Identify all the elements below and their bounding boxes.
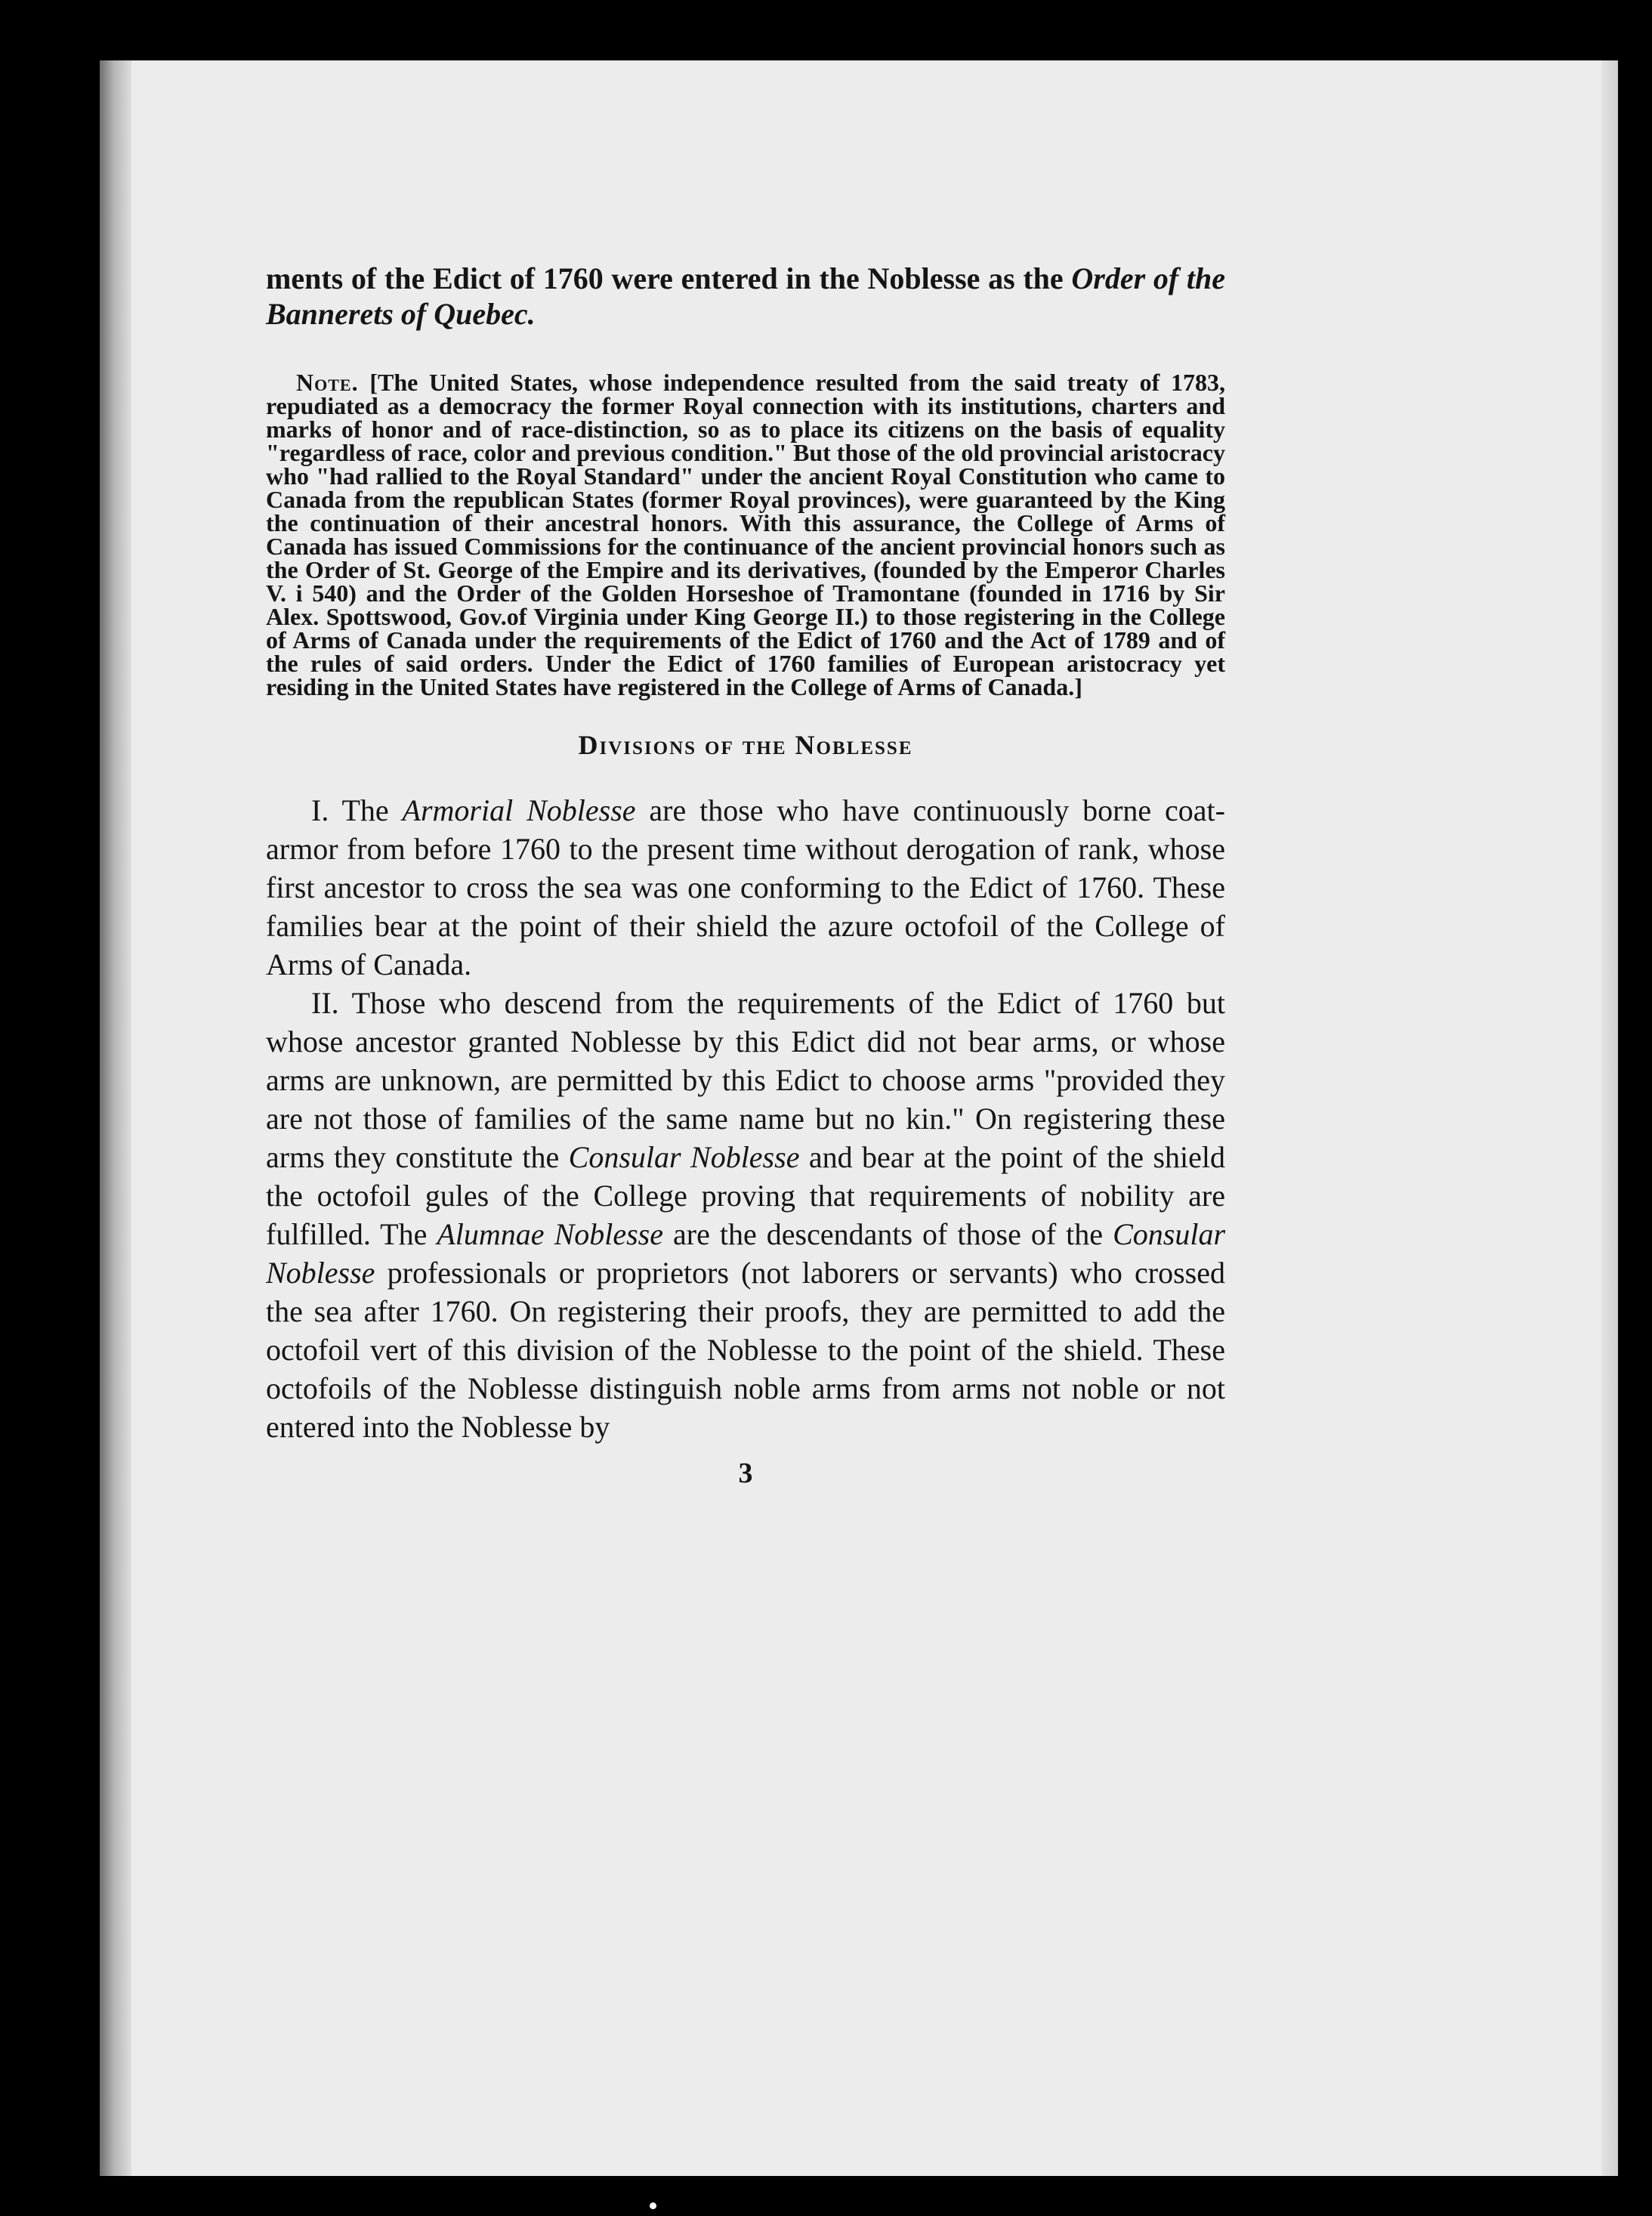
para2-text-1: II. Those who descend from the requirements of the Edict of 1760 but whose ancestor granted Noblesse by this Edict did not bear arms, or whose arms are unknown, are permitted by this Edict to choose arms "provided they are not those of families of the same name but no kin." On registering these arms they constitute the [266, 986, 1225, 1174]
para2-text-4: professionals or proprietors (not laborers or servants) who crossed the sea after 1760. On registering their proofs, they are permitted to add the octofoil vert of this division of the Noblesse to the point of the shield. These octofoils of the Noblesse distinguish noble arms from arms not noble or not entered into the Noblesse by [266, 1256, 1225, 1444]
note-label: Note. [296, 369, 359, 396]
para2-text-3: are the descendants of those of the [663, 1217, 1113, 1251]
para1-text-1: I. The [311, 793, 403, 827]
section-heading: Divisions of the Noblesse [578, 730, 913, 760]
intro-paragraph [266, 261, 1225, 332]
para1-text-2: are those who have continuously borne coat-armor from before 1760 to the present time without derogation of rank, whose first ancestor to cross the sea was one conforming to the Edict of 1760. These families bear at the point of their shield the azure octofoil of the College of Arms of Canada. [266, 793, 1225, 981]
para2-text-2: and bear at the point of the shield the octofoil gules of the College proving that requirements of nobility are fulfilled. The [266, 1140, 1226, 1251]
page-edge-shadow [1601, 60, 1618, 2176]
para1-italic-1: Armorial Noblesse [402, 793, 636, 827]
paragraph-consular-noblesse [266, 984, 1225, 1446]
page-number: 3 [738, 1457, 753, 1489]
intro-italic-text: Order of the Bannerets of Quebec. [266, 261, 1225, 331]
note-text: [The United States, whose independence resulted from the said treaty of 1783, repudiated as a democracy the former Royal connection with its institutions, charters and marks of honor and of race-distinction, so as to place its citizens on the basis of equality "regardless of race, color and previous condition." But those of the old provincial aristocracy who "had rallied to the Royal Standard" under the ancient Royal Constitution who came to Canada from the republican States (former Royal provinces), were guaranteed by the King the continuation of their ancestral honors. With this assurance, the College of Arms of Canada has issued Commissions for the continuance of the ancient provincial honors such as the Order of St. George of the Empire and its derivatives, (founded by the Emperor Charles V. i 540) and the Order of the Golden Horseshoe of Tramontane (founded in 1716 by Sir Alex. Spottswood, Gov.of Virginia under King George II.) to those registering in the College of Arms of Canada under the requirements of the Edict of 1760 and the Act of 1789 and of the rules of said orders. Under the Edict of 1760 families of European aristocracy yet residing in the United States have registered in the College of Arms of Canada.] [266, 369, 1226, 700]
page-content [266, 261, 1225, 1490]
intro-text: ments of the Edict of 1760 were entered in the Noblesse as the [266, 261, 1072, 295]
note-paragraph [266, 371, 1225, 699]
scan-speck [650, 2202, 656, 2209]
para2-italic-1: Consular Noblesse [568, 1140, 800, 1174]
paragraph-armorial-noblesse [266, 791, 1225, 984]
page-gutter-shadow [100, 60, 131, 2176]
para2-italic-3: Consular Noblesse [266, 1217, 1226, 1290]
para2-italic-2: Alumnae Noblesse [437, 1217, 664, 1251]
